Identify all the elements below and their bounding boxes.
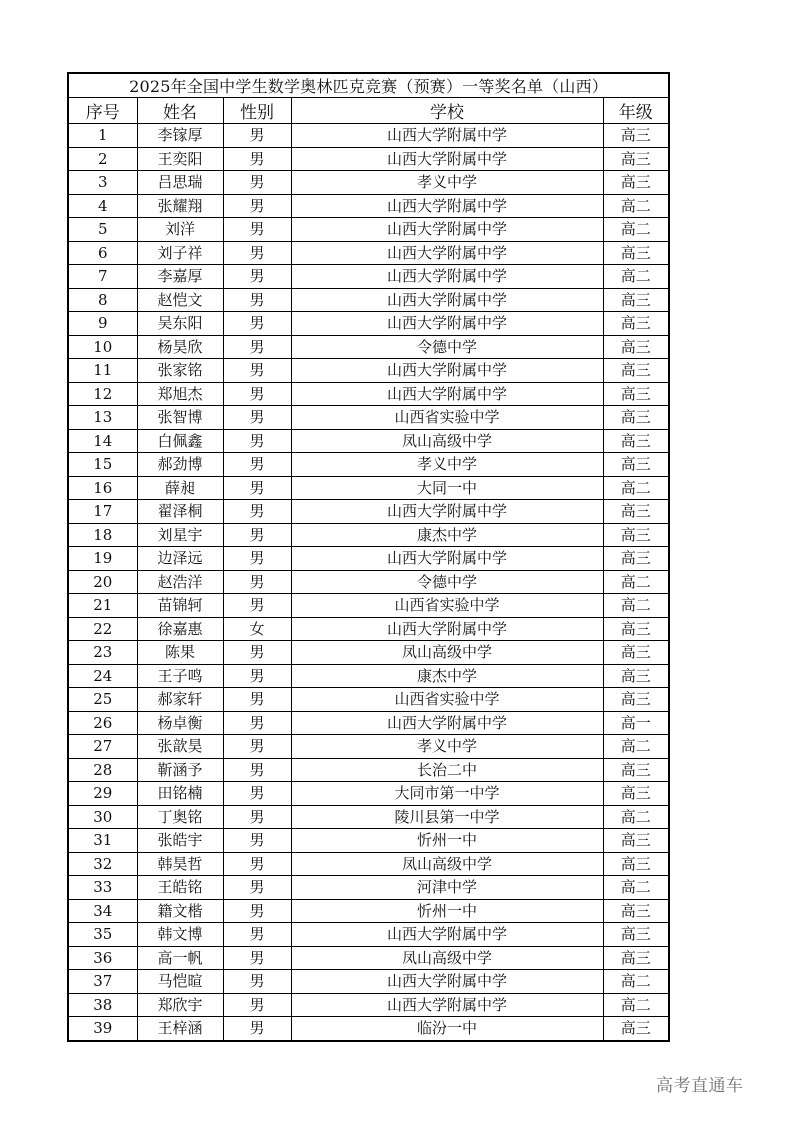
cell-school: 凤山高级中学	[291, 641, 603, 665]
cell-grade: 高三	[603, 688, 669, 712]
cell-name: 刘洋	[137, 218, 223, 242]
cell-school: 山西大学附属中学	[291, 218, 603, 242]
cell-grade: 高三	[603, 946, 669, 970]
cell-school: 临汾一中	[291, 1017, 603, 1041]
cell-name: 吴东阳	[137, 312, 223, 336]
award-list-sheet	[67, 72, 668, 1042]
cell-no: 16	[68, 476, 137, 500]
table-row	[68, 664, 669, 688]
cell-gender: 男	[223, 923, 291, 947]
cell-grade: 高三	[603, 171, 669, 195]
cell-school: 孝义中学	[291, 453, 603, 477]
cell-gender: 男	[223, 241, 291, 265]
table-row	[68, 335, 669, 359]
cell-gender: 男	[223, 429, 291, 453]
cell-school: 令德中学	[291, 570, 603, 594]
cell-school: 陵川县第一中学	[291, 805, 603, 829]
cell-no: 2	[68, 147, 137, 171]
table-row	[68, 476, 669, 500]
cell-grade: 高三	[603, 429, 669, 453]
cell-name: 张智博	[137, 406, 223, 430]
cell-school: 山西大学附属中学	[291, 617, 603, 641]
table-row	[68, 429, 669, 453]
cell-name: 王皓铭	[137, 876, 223, 900]
cell-name: 吕思瑞	[137, 171, 223, 195]
cell-grade: 高三	[603, 899, 669, 923]
cell-no: 36	[68, 946, 137, 970]
table-row	[68, 406, 669, 430]
cell-no: 24	[68, 664, 137, 688]
cell-gender: 男	[223, 688, 291, 712]
table-row	[68, 758, 669, 782]
table-row	[68, 547, 669, 571]
cell-gender: 男	[223, 288, 291, 312]
table-row	[68, 218, 669, 242]
cell-gender: 男	[223, 758, 291, 782]
cell-no: 31	[68, 829, 137, 853]
cell-grade: 高三	[603, 523, 669, 547]
cell-no: 4	[68, 194, 137, 218]
cell-grade: 高二	[603, 570, 669, 594]
cell-no: 13	[68, 406, 137, 430]
cell-school: 山西大学附属中学	[291, 711, 603, 735]
cell-no: 25	[68, 688, 137, 712]
cell-school: 山西大学附属中学	[291, 265, 603, 289]
cell-name: 赵恺文	[137, 288, 223, 312]
cell-no: 10	[68, 335, 137, 359]
cell-name: 张皓宇	[137, 829, 223, 853]
cell-gender: 男	[223, 265, 291, 289]
table-row	[68, 194, 669, 218]
cell-name: 李嘉厚	[137, 265, 223, 289]
cell-name: 郝劲博	[137, 453, 223, 477]
cell-name: 马恺暄	[137, 970, 223, 994]
cell-school: 山西大学附属中学	[291, 382, 603, 406]
cell-grade: 高三	[603, 124, 669, 148]
cell-name: 薛昶	[137, 476, 223, 500]
cell-name: 郑欣宇	[137, 993, 223, 1017]
cell-school: 山西大学附属中学	[291, 547, 603, 571]
cell-no: 35	[68, 923, 137, 947]
cell-gender: 男	[223, 500, 291, 524]
table-row	[68, 453, 669, 477]
column-header-name: 姓名	[137, 98, 223, 124]
cell-gender: 男	[223, 547, 291, 571]
cell-school: 山西大学附属中学	[291, 923, 603, 947]
cell-gender: 男	[223, 782, 291, 806]
cell-school: 康杰中学	[291, 523, 603, 547]
table-row	[68, 171, 669, 195]
cell-school: 山西大学附属中学	[291, 993, 603, 1017]
cell-grade: 高三	[603, 782, 669, 806]
cell-school: 山西大学附属中学	[291, 241, 603, 265]
cell-name: 陈果	[137, 641, 223, 665]
cell-grade: 高三	[603, 288, 669, 312]
title-row	[68, 73, 669, 98]
cell-grade: 高二	[603, 194, 669, 218]
column-header-grade: 年级	[603, 98, 669, 124]
cell-no: 5	[68, 218, 137, 242]
cell-gender: 男	[223, 1017, 291, 1041]
cell-no: 32	[68, 852, 137, 876]
table-row	[68, 147, 669, 171]
cell-no: 7	[68, 265, 137, 289]
watermark: 高考直通车	[656, 1076, 744, 1096]
table-row	[68, 899, 669, 923]
cell-school: 康杰中学	[291, 664, 603, 688]
column-header-gender: 性别	[223, 98, 291, 124]
cell-grade: 高三	[603, 664, 669, 688]
cell-school: 山西大学附属中学	[291, 124, 603, 148]
cell-name: 王奕阳	[137, 147, 223, 171]
cell-no: 17	[68, 500, 137, 524]
table-row	[68, 946, 669, 970]
cell-no: 33	[68, 876, 137, 900]
cell-no: 14	[68, 429, 137, 453]
cell-grade: 高二	[603, 265, 669, 289]
cell-no: 38	[68, 993, 137, 1017]
table-row	[68, 570, 669, 594]
cell-no: 28	[68, 758, 137, 782]
table-row	[68, 852, 669, 876]
table-row	[68, 359, 669, 383]
column-header-school: 学校	[291, 98, 603, 124]
cell-name: 苗锦轲	[137, 594, 223, 618]
table-row	[68, 829, 669, 853]
table-row	[68, 1017, 669, 1041]
cell-no: 8	[68, 288, 137, 312]
cell-gender: 男	[223, 899, 291, 923]
table-row	[68, 241, 669, 265]
table-row	[68, 124, 669, 148]
table-row	[68, 594, 669, 618]
cell-school: 凤山高级中学	[291, 429, 603, 453]
cell-gender: 男	[223, 852, 291, 876]
cell-no: 15	[68, 453, 137, 477]
cell-no: 1	[68, 124, 137, 148]
cell-grade: 高二	[603, 876, 669, 900]
cell-no: 9	[68, 312, 137, 336]
cell-grade: 高三	[603, 829, 669, 853]
cell-no: 3	[68, 171, 137, 195]
table-row	[68, 688, 669, 712]
cell-gender: 男	[223, 711, 291, 735]
cell-name: 张歆昊	[137, 735, 223, 759]
table-row	[68, 617, 669, 641]
cell-grade: 高三	[603, 852, 669, 876]
cell-gender: 男	[223, 453, 291, 477]
cell-no: 21	[68, 594, 137, 618]
cell-no: 12	[68, 382, 137, 406]
cell-grade: 高三	[603, 617, 669, 641]
cell-gender: 男	[223, 194, 291, 218]
cell-no: 22	[68, 617, 137, 641]
cell-grade: 高三	[603, 335, 669, 359]
table-row	[68, 288, 669, 312]
cell-school: 山西大学附属中学	[291, 500, 603, 524]
cell-name: 丁奥铭	[137, 805, 223, 829]
cell-no: 11	[68, 359, 137, 383]
cell-name: 郝家轩	[137, 688, 223, 712]
cell-school: 孝义中学	[291, 171, 603, 195]
cell-grade: 高三	[603, 382, 669, 406]
cell-grade: 高三	[603, 758, 669, 782]
table-row	[68, 500, 669, 524]
cell-name: 边泽远	[137, 547, 223, 571]
cell-no: 29	[68, 782, 137, 806]
cell-no: 27	[68, 735, 137, 759]
award-table	[67, 72, 670, 1042]
cell-school: 凤山高级中学	[291, 852, 603, 876]
cell-no: 34	[68, 899, 137, 923]
cell-no: 18	[68, 523, 137, 547]
cell-grade: 高三	[603, 547, 669, 571]
cell-grade: 高三	[603, 241, 669, 265]
cell-name: 韩文博	[137, 923, 223, 947]
cell-grade: 高二	[603, 970, 669, 994]
cell-gender: 男	[223, 993, 291, 1017]
cell-gender: 男	[223, 359, 291, 383]
cell-gender: 男	[223, 476, 291, 500]
cell-grade: 高三	[603, 359, 669, 383]
cell-no: 23	[68, 641, 137, 665]
table-row	[68, 805, 669, 829]
cell-school: 大同一中	[291, 476, 603, 500]
cell-name: 翟泽桐	[137, 500, 223, 524]
cell-school: 山西省实验中学	[291, 594, 603, 618]
table-row	[68, 782, 669, 806]
cell-name: 籍文楷	[137, 899, 223, 923]
cell-name: 刘子祥	[137, 241, 223, 265]
cell-gender: 男	[223, 124, 291, 148]
cell-grade: 高三	[603, 406, 669, 430]
cell-gender: 男	[223, 406, 291, 430]
cell-name: 王子鸣	[137, 664, 223, 688]
cell-school: 山西大学附属中学	[291, 288, 603, 312]
cell-school: 山西省实验中学	[291, 688, 603, 712]
cell-no: 19	[68, 547, 137, 571]
cell-school: 长治二中	[291, 758, 603, 782]
cell-school: 山西大学附属中学	[291, 147, 603, 171]
cell-grade: 高二	[603, 805, 669, 829]
cell-gender: 男	[223, 147, 291, 171]
cell-no: 37	[68, 970, 137, 994]
cell-name: 王梓涵	[137, 1017, 223, 1041]
cell-grade: 高三	[603, 641, 669, 665]
cell-school: 忻州一中	[291, 899, 603, 923]
cell-gender: 男	[223, 523, 291, 547]
cell-school: 凤山高级中学	[291, 946, 603, 970]
cell-name: 白佩鑫	[137, 429, 223, 453]
cell-name: 张家铭	[137, 359, 223, 383]
cell-gender: 男	[223, 664, 291, 688]
cell-name: 李镓厚	[137, 124, 223, 148]
cell-name: 刘星宇	[137, 523, 223, 547]
cell-school: 山西大学附属中学	[291, 970, 603, 994]
cell-gender: 女	[223, 617, 291, 641]
cell-school: 忻州一中	[291, 829, 603, 853]
cell-grade: 高三	[603, 147, 669, 171]
table-row	[68, 876, 669, 900]
table-body	[68, 124, 669, 1041]
cell-gender: 男	[223, 312, 291, 336]
cell-name: 杨昊欣	[137, 335, 223, 359]
cell-no: 20	[68, 570, 137, 594]
cell-school: 山西省实验中学	[291, 406, 603, 430]
cell-grade: 高二	[603, 218, 669, 242]
table-row	[68, 265, 669, 289]
cell-gender: 男	[223, 382, 291, 406]
cell-no: 26	[68, 711, 137, 735]
cell-gender: 男	[223, 641, 291, 665]
cell-grade: 高一	[603, 711, 669, 735]
cell-gender: 男	[223, 946, 291, 970]
cell-gender: 男	[223, 218, 291, 242]
cell-school: 山西大学附属中学	[291, 312, 603, 336]
table-title: 2025年全国中学生数学奥林匹克竞赛（预赛）一等奖名单（山西）	[68, 73, 669, 98]
cell-gender: 男	[223, 335, 291, 359]
cell-name: 韩昊哲	[137, 852, 223, 876]
cell-gender: 男	[223, 805, 291, 829]
table-row	[68, 970, 669, 994]
table-row	[68, 312, 669, 336]
cell-grade: 高二	[603, 476, 669, 500]
cell-school: 大同市第一中学	[291, 782, 603, 806]
cell-name: 杨卓衡	[137, 711, 223, 735]
cell-name: 靳涵予	[137, 758, 223, 782]
cell-gender: 男	[223, 570, 291, 594]
cell-grade: 高二	[603, 594, 669, 618]
cell-gender: 男	[223, 735, 291, 759]
cell-school: 河津中学	[291, 876, 603, 900]
cell-no: 6	[68, 241, 137, 265]
cell-grade: 高三	[603, 923, 669, 947]
cell-name: 郑旭杰	[137, 382, 223, 406]
cell-school: 令德中学	[291, 335, 603, 359]
table-row	[68, 711, 669, 735]
cell-grade: 高三	[603, 453, 669, 477]
cell-school: 山西大学附属中学	[291, 359, 603, 383]
cell-name: 张耀翔	[137, 194, 223, 218]
column-header-no: 序号	[68, 98, 137, 124]
cell-gender: 男	[223, 829, 291, 853]
table-row	[68, 923, 669, 947]
table-row	[68, 382, 669, 406]
cell-no: 30	[68, 805, 137, 829]
cell-name: 徐嘉惠	[137, 617, 223, 641]
table-row	[68, 735, 669, 759]
header-row	[68, 98, 669, 124]
cell-grade: 高三	[603, 1017, 669, 1041]
cell-gender: 男	[223, 970, 291, 994]
cell-gender: 男	[223, 171, 291, 195]
cell-gender: 男	[223, 594, 291, 618]
cell-grade: 高三	[603, 500, 669, 524]
table-row	[68, 641, 669, 665]
table-row	[68, 523, 669, 547]
cell-school: 孝义中学	[291, 735, 603, 759]
cell-name: 高一帆	[137, 946, 223, 970]
cell-name: 赵浩洋	[137, 570, 223, 594]
cell-grade: 高二	[603, 993, 669, 1017]
table-row	[68, 993, 669, 1017]
cell-gender: 男	[223, 876, 291, 900]
cell-no: 39	[68, 1017, 137, 1041]
cell-grade: 高二	[603, 735, 669, 759]
cell-name: 田铭楠	[137, 782, 223, 806]
cell-school: 山西大学附属中学	[291, 194, 603, 218]
cell-grade: 高三	[603, 312, 669, 336]
